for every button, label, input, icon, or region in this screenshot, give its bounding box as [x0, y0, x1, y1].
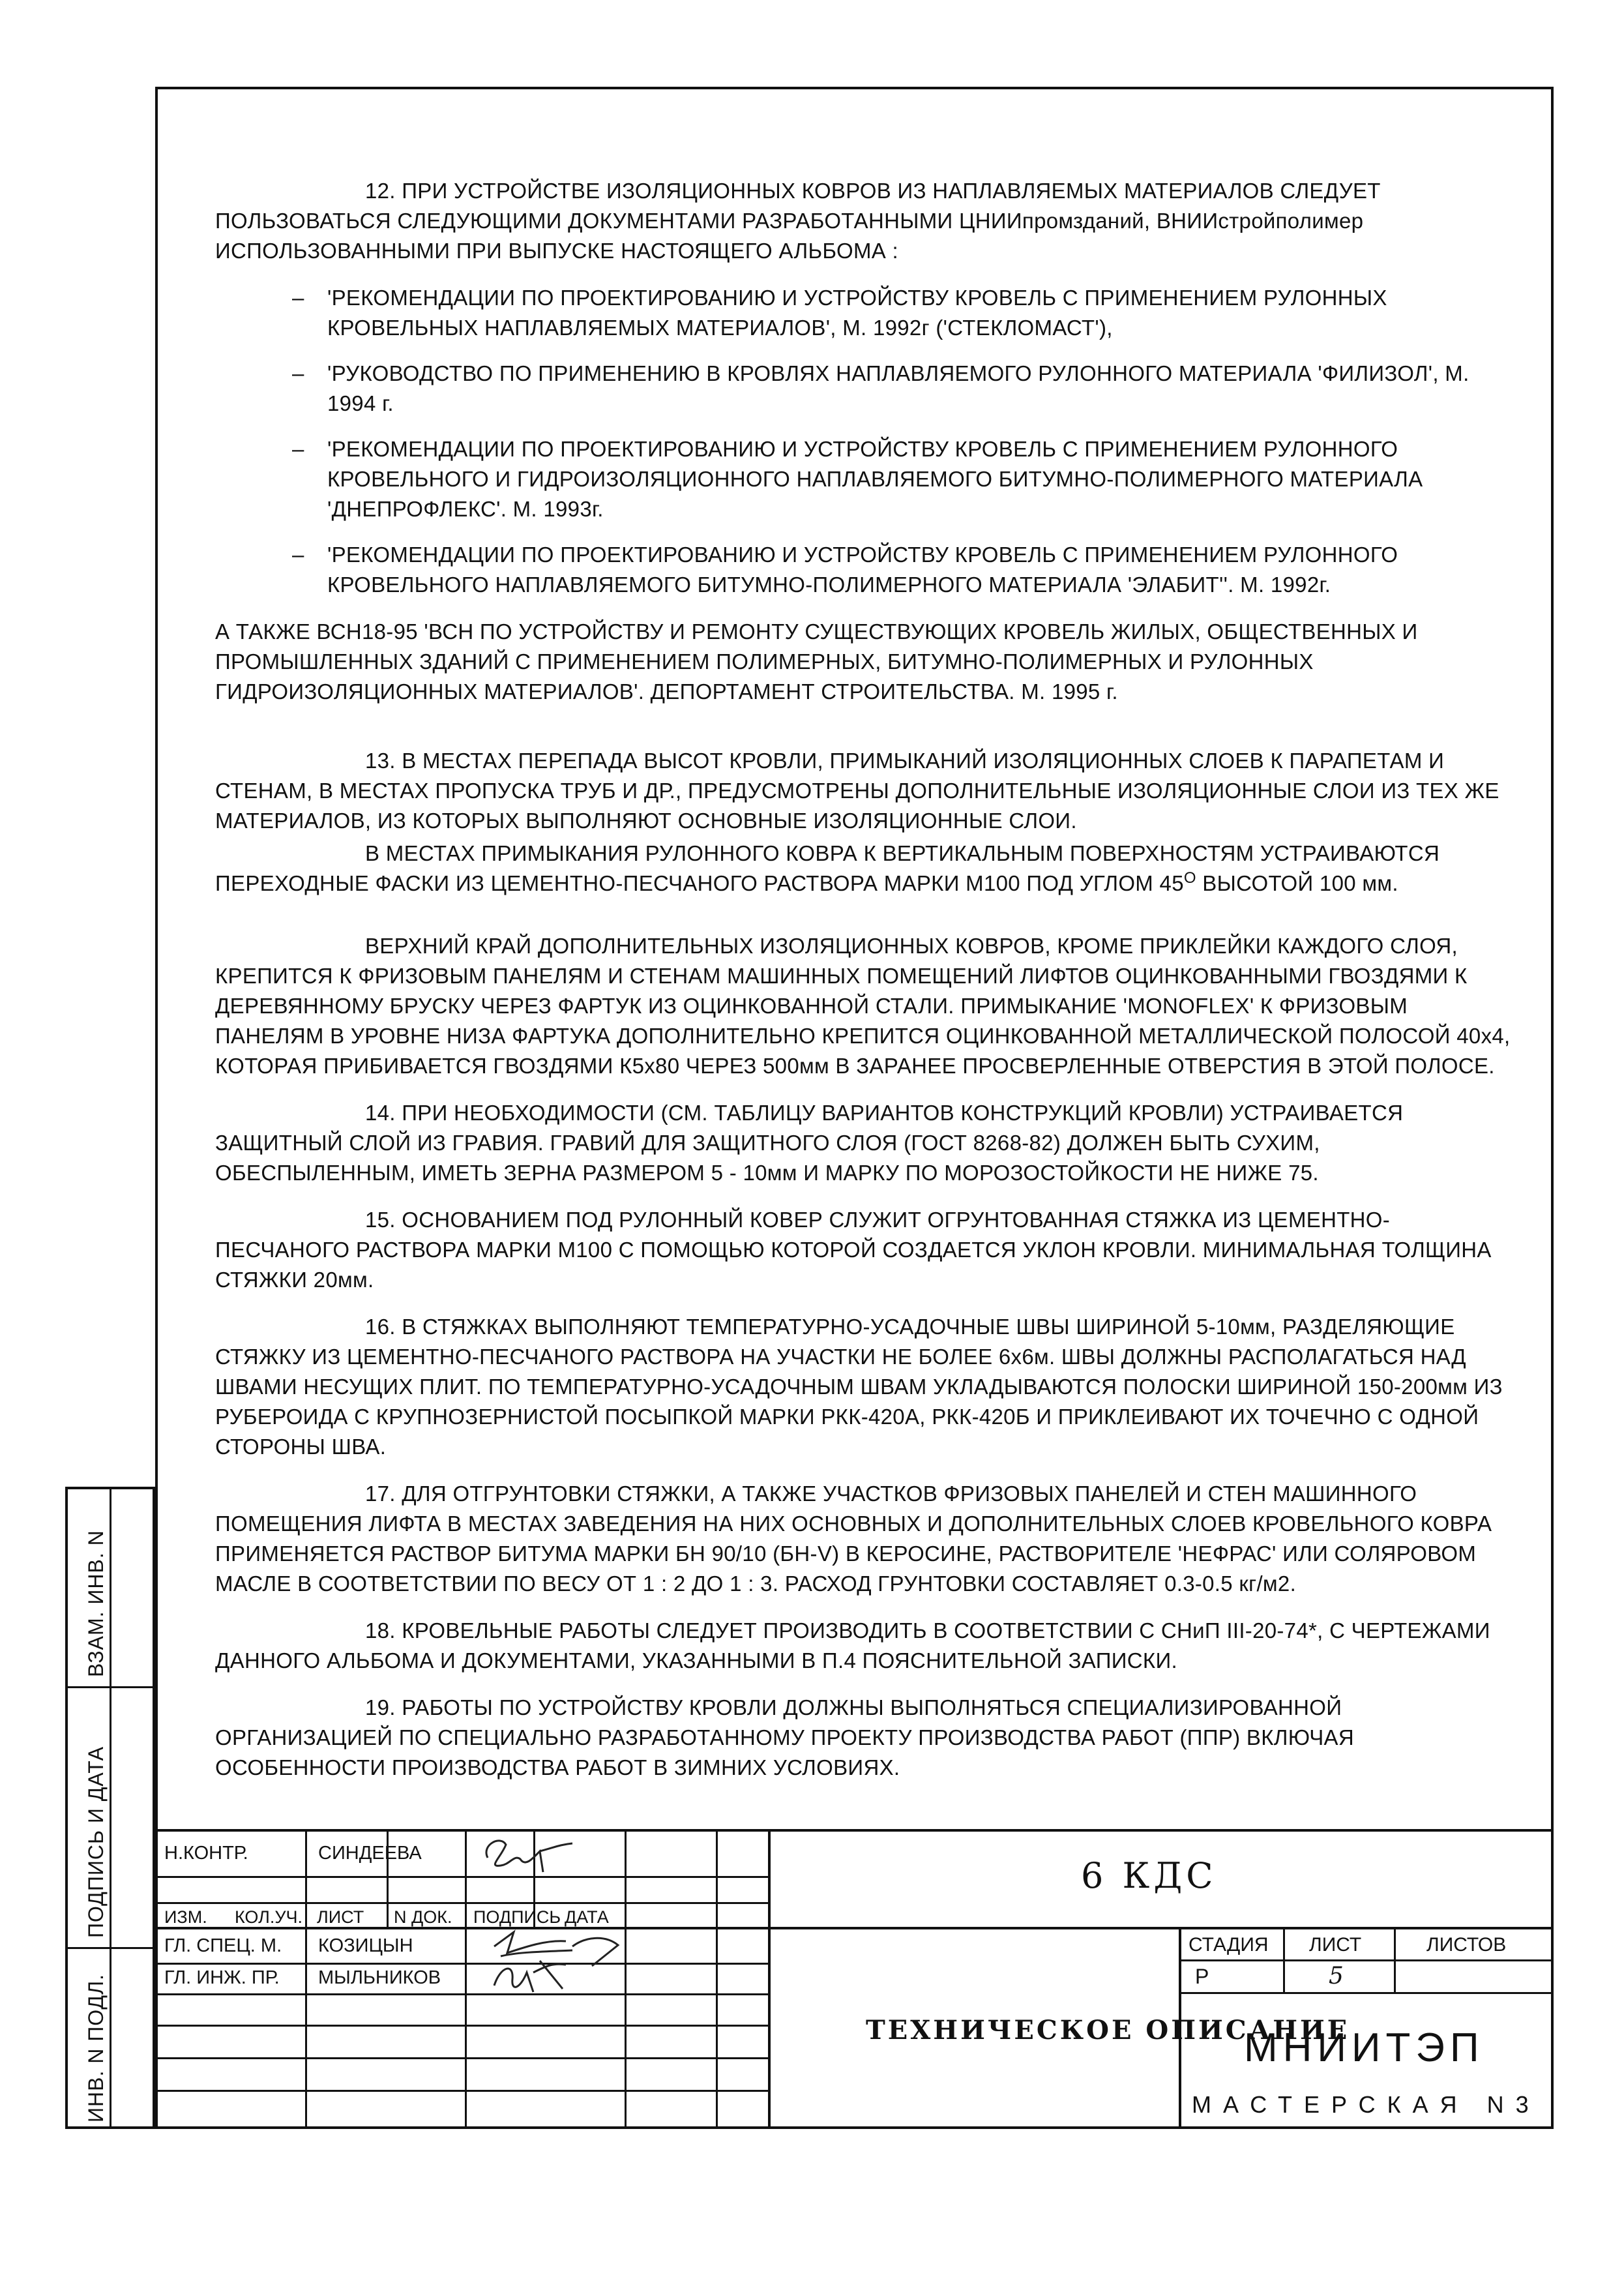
- paragraph-13b: [215, 839, 1519, 899]
- nkontr-label: Н.КОНТР.: [164, 1843, 248, 1864]
- header-ndok: N ДОК.: [394, 1907, 452, 1927]
- paragraph-13: 13. В МЕСТАХ ПЕРЕПАДА ВЫСОТ КРОВЛИ, ПРИМЫКАНИЙ ИЗОЛЯЦИОННЫХ СЛОЕВ К ПАРАПЕТАМ И СТЕНАМ, В МЕСТАХ ПРОПУСКА ТРУБ И ДР., ПРЕДУСМОТРЕНЫ ДОПОЛНИТЕЛЬНЫЕ ИЗОЛЯЦИОННЫЕ СЛОИ ИЗ ТЕХ ЖЕ МАТЕРИАЛОВ, ИЗ КОТОРЫХ ВЫПОЛНЯЮТ ОСНОВНЫЕ ИЗОЛЯЦИОННЫЕ СЛОИ.: [215, 749, 1499, 833]
- listov-label: ЛИСТОВ: [1426, 1934, 1507, 1956]
- side-cell-podpis: [68, 1688, 153, 1949]
- document-code: 6 КДС: [1081, 1855, 1217, 1896]
- list-item: – 'РУКОВОДСТВО ПО ПРИМЕНЕНИЮ В КРОВЛЯХ НАПЛАВЛЯЕМОГО РУЛОННОГО МАТЕРИАЛА 'ФИЛИЗОЛ', М. 1994 г.: [215, 359, 1519, 419]
- role-1: ГЛ. СПЕЦ. М.: [164, 1935, 282, 1956]
- list-item: – 'РЕКОМЕНДАЦИИ ПО ПРОЕКТИРОВАНИЮ И УСТРОЙСТВУ КРОВЕЛЬ С ПРИМЕНЕНИЕМ РУЛОННОГО КРОВЕЛЬНОГО НАПЛАВЛЯЕМОГО БИТУМНО-ПОЛИМЕРНОГО МАТЕРИАЛА 'ЭЛАБИТ''. М. 1992г.: [215, 540, 1519, 600]
- stadia-value: Р: [1195, 1965, 1209, 1988]
- paragraph-13b-text: В МЕСТАХ ПРИМЫКАНИЯ РУЛОННОГО КОВРА К ВЕРТИКАЛЬНЫМ ПОВЕРХНОСТЯМ УСТРАИВАЮТСЯ ПЕРЕХОДНЫЕ ФАСКИ ИЗ ЦЕМЕНТНО-ПЕСЧАНОГО РАСТВОРА МАРКИ М100 ПОД УГЛОМ 45: [215, 841, 1440, 895]
- list-item: – 'РЕКОМЕНДАЦИИ ПО ПРОЕКТИРОВАНИЮ И УСТРОЙСТВУ КРОВЕЛЬ С ПРИМЕНЕНИЕМ РУЛОННЫХ КРОВЕЛЬНЫХ НАПЛАВЛЯЕМЫХ МАТЕРИАЛОВ', М. 1992г ('СТЕКЛОМАСТ'),: [215, 283, 1519, 343]
- name-2: МЫЛЬНИКОВ: [318, 1967, 441, 1988]
- header-izm: ИЗМ.: [164, 1907, 207, 1927]
- paragraph-12: 12. ПРИ УСТРОЙСТВЕ ИЗОЛЯЦИОННЫХ КОВРОВ ИЗ НАПЛАВЛЯЕМЫХ МАТЕРИАЛОВ СЛЕДУЕТ ПОЛЬЗОВАТЬСЯ СЛЕДУЮЩИМИ ДОКУМЕНТАМИ РАЗРАБОТАННЫМИ ЦНИИпромзданий, ВНИИстройполимер ИСПОЛЬЗОВАННЫМИ ПРИ ВЫПУСКЕ НАСТОЯЩЕГО АЛЬБОМА :: [215, 179, 1381, 263]
- paragraph-also: А ТАКЖЕ ВСН18-95 'ВСН ПО УСТРОЙСТВУ И РЕМОНТУ СУЩЕСТВУЮЩИХ КРОВЕЛЬ ЖИЛЫХ, ОБЩЕСТВЕННЫХ И ПРОМЫШЛЕННЫХ ЗДАНИЙ С ПРИМЕНЕНИЕМ ПОЛИМЕРНЫХ, БИТУМНО-ПОЛИМЕРНЫХ И РУЛОННЫХ ГИДРОИЗОЛЯЦИОННЫХ МАТЕРИАЛОВ'. ДЕПОРТАМЕНТ СТРОИТЕЛЬСТВА. М. 1995 г.: [215, 619, 1418, 704]
- title-block: [155, 1829, 1554, 2129]
- side-cell-vzam: [68, 1489, 153, 1688]
- paragraph-15: 15. ОСНОВАНИЕМ ПОД РУЛОННЫЙ КОВЕР СЛУЖИТ ОГРУНТОВАННАЯ СТЯЖКА ИЗ ЦЕМЕНТНО-ПЕСЧАНОГО РАСТВОРА МАРКИ М100 С ПОМОЩЬЮ КОТОРОЙ СОЗДАЕТСЯ УКЛОН КРОВЛИ. МИНИМАЛЬНАЯ ТОЛЩИНА СТЯЖКИ 20мм.: [215, 1208, 1492, 1292]
- paragraph-19: 19. РАБОТЫ ПО УСТРОЙСТВУ КРОВЛИ ДОЛЖНЫ ВЫПОЛНЯТЬСЯ СПЕЦИАЛИЗИРОВАННОЙ ОРГАНИЗАЦИЕЙ ПО СПЕЦИАЛЬНО РАЗРАБОТАННОМУ ПРОЕКТУ ПРОИЗВОДСТВА РАБОТ (ППР) ВКЛЮЧАЯ ОСОБЕННОСТИ ПРОИЗВОДСТВА РАБОТ В ЗИМНИХ УСЛОВИЯХ.: [215, 1695, 1354, 1779]
- role-2: ГЛ. ИНЖ. ПР.: [164, 1967, 280, 1988]
- paragraph-17: 17. ДЛЯ ОТГРУНТОВКИ СТЯЖКИ, А ТАКЖЕ УЧАСТКОВ ФРИЗОВЫХ ПАНЕЛЕЙ И СТЕН МАШИННОГО ПОМЕЩЕНИЯ ЛИФТА В МЕСТАХ ЗАВЕДЕНИЯ НА НИХ ОСНОВНЫХ И ДОПОЛНИТЕЛЬНЫХ СЛОЕВ КРОВЕЛЬНОГО КОВРА ПРИМЕНЯЕТСЯ РАСТВОР БИТУМА МАРКИ БН 90/10 (БН-V) В КЕРОСИНЕ, РАСТВОРИТЕЛЕ 'НЕФРАС' ИЛИ СОЛЯРОВОМ МАСЛЕ В СООТВЕТСТВИИ ПО ВЕСУ ОТ 1 : 2 ДО 1 : 3. РАСХОД ГРУНТОВКИ СОСТАВЛЯЕТ 0.3-0.5 кг/м2.: [215, 1481, 1492, 1596]
- paragraph-18: 18. КРОВЕЛЬНЫЕ РАБОТЫ СЛЕДУЕТ ПРОИЗВОДИТЬ В СООТВЕТСТВИИ С СНиП III-20-74*, С ЧЕРТЕЖАМИ ДАННОГО АЛЬБОМА И ДОКУМЕНТАМИ, УКАЗАННЫМИ В П.4 ПОЯСНИТЕЛЬНОЙ ЗАПИСКИ.: [215, 1618, 1490, 1673]
- side-strip: [65, 1487, 155, 2129]
- list-label: ЛИСТ: [1309, 1934, 1362, 1956]
- organization-name: МНИИТЭП: [1244, 2025, 1484, 2070]
- header-kol: КОЛ.УЧ.: [235, 1907, 303, 1927]
- list-item: – 'РЕКОМЕНДАЦИИ ПО ПРОЕКТИРОВАНИЮ И УСТРОЙСТВУ КРОВЕЛЬ С ПРИМЕНЕНИЕМ РУЛОННОГО КРОВЕЛЬНОГО И ГИДРОИЗОЛЯЦИОННОГО НАПЛАВЛЯЕМОГО БИТУМНО-ПОЛИМЕРНОГО МАТЕРИАЛА 'ДНЕПРОФЛЕКС'. М. 1993г.: [215, 434, 1519, 524]
- signature-nkontr: [475, 1832, 618, 1877]
- document-list: [215, 283, 1519, 600]
- organization-sub: МАСТЕРСКАЯ N3: [1192, 2091, 1541, 2118]
- document-body: [215, 176, 1519, 1800]
- header-list: ЛИСТ: [317, 1907, 364, 1927]
- header-podpis: ПОДПИСЬ: [473, 1907, 561, 1927]
- paragraph-13c: ВЕРХНИЙ КРАЙ ДОПОЛНИТЕЛЬНЫХ ИЗОЛЯЦИОННЫХ КОВРОВ, КРОМЕ ПРИКЛЕЙКИ КАЖДОГО СЛОЯ, КРЕПИТСЯ К ФРИЗОВЫМ ПАНЕЛЯМ И СТЕНАМ МАШИННЫХ ПОМЕЩЕНИЙ ЛИФТОВ ОЦИНКОВАННЫМИ ГВОЗДЯМИ К ДЕРЕВЯННОМУ БРУСКУ ЧЕРЕЗ ФАРТУК ИЗ ОЦИНКОВАННОЙ СТАЛИ. ПРИМЫКАНИЕ 'MONOFLEX' К ФРИЗОВЫМ ПАНЕЛЯМ В УРОВНЕ НИЗА ФАРТУКА ДОПОЛНИТЕЛЬНО КРЕПИТСЯ ОЦИНКОВАННОЙ МЕТАЛЛИЧЕСКОЙ ПОЛОСОЙ 40х4, КОТОРАЯ ПРИБИВАЕТСЯ ГВОЗДЯМИ К5х80 ЧЕРЕЗ 500мм В ЗАРАНЕЕ ПРОСВЕРЛЕННЫЕ ОТВЕРСТИЯ В ЭТОЙ ПОЛОСЕ.: [215, 934, 1511, 1078]
- side-label-vzam: ВЗАМ. ИНВ. N: [84, 1530, 108, 1677]
- paragraph-14: 14. ПРИ НЕОБХОДИМОСТИ (СМ. ТАБЛИЦУ ВАРИАНТОВ КОНСТРУКЦИЙ КРОВЛИ) УСТРАИВАЕТСЯ ЗАЩИТНЫЙ СЛОЙ ИЗ ГРАВИЯ. ГРАВИЙ ДЛЯ ЗАЩИТНОГО СЛОЯ (ГОСТ 8268-82) ДОЛЖЕН БЫТЬ СУХИМ, ОБЕСПЫЛЕННЫМ, ИМЕТЬ ЗЕРНА РАЗМЕРОМ 5 - 10мм И МАРКУ ПО МОРОЗОСТОЙКОСТИ НЕ НИЖЕ 75.: [215, 1101, 1404, 1185]
- list-value: 5: [1329, 1963, 1344, 1989]
- side-label-inv: ИНВ. N ПОДЛ.: [84, 1974, 108, 2122]
- degree-sign: О: [1183, 869, 1196, 887]
- document-title: ТЕХНИЧЕСКОЕ ОПИСАНИЕ: [866, 2015, 1350, 2046]
- name-1: КОЗИЦЫН: [318, 1935, 413, 1956]
- header-data: ДАТА: [565, 1907, 609, 1927]
- paragraph-13b-tail: ВЫСОТОЙ 100 мм.: [1196, 871, 1398, 895]
- side-cell-inv: [68, 1949, 153, 2132]
- stadia-label: СТАДИЯ: [1188, 1934, 1269, 1956]
- signature-1: [475, 1927, 644, 1999]
- side-label-podpis: ПОДПИСЬ И ДАТА: [84, 1746, 108, 1938]
- paragraph-16: 16. В СТЯЖКАХ ВЫПОЛНЯЮТ ТЕМПЕРАТУРНО-УСАДОЧНЫЕ ШВЫ ШИРИНОЙ 5-10мм, РАЗДЕЛЯЮЩИЕ СТЯЖКУ ИЗ ЦЕМЕНТНО-ПЕСЧАНОГО РАСТВОРА НА УЧАСТКИ НЕ БОЛЕЕ 6х6м. ШВЫ ДОЛЖНЫ РАСПОЛАГАТЬСЯ НАД ШВАМИ НЕСУЩИХ ПЛИТ. ПО ТЕМПЕРАТУРНО-УСАДОЧНЫМ ШВАМ УКЛАДЫВАЮТСЯ ПОЛОСКИ ШИРИНОЙ 150-200мм ИЗ РУБЕРОИДА С КРУПНОЗЕРНИСТОЙ ПОСЫПКОЙ МАРКИ РКК-420А, РКК-420Б И ПРИКЛЕИВАЮТ ИХ ТОЧЕЧНО С ОДНОЙ СТОРОНЫ ШВА.: [215, 1315, 1503, 1459]
- nkontr-name: СИНДЕЕВА: [318, 1843, 422, 1864]
